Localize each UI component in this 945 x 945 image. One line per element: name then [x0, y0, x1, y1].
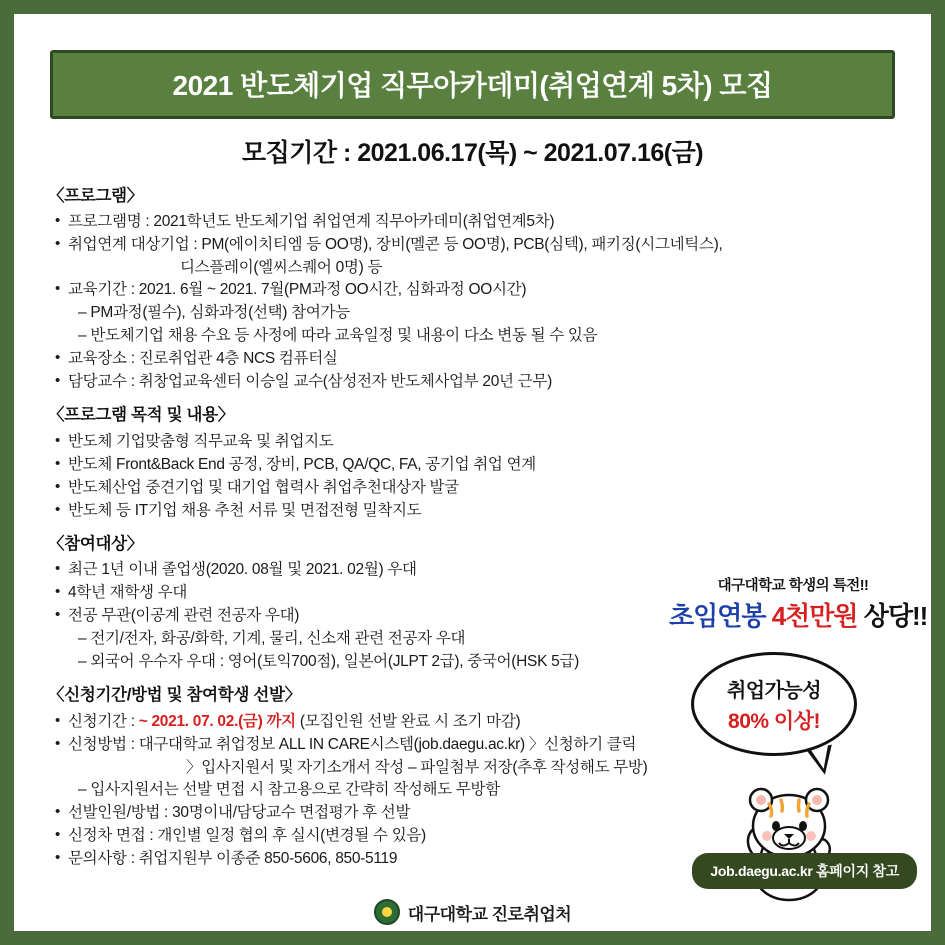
- section-list: [48, 431, 901, 522]
- list-item: • 취업연계 대상기업 : PM(에이치티엠 등 OO명), 장비(멜콘 등 OO명), PCB(심텍), 패키징(시그네틱스),: [48, 234, 901, 256]
- list-item-continuation: 디스플레이(엘씨스퀘어 0명) 등: [180, 259, 383, 277]
- section-purpose: [48, 404, 901, 521]
- list-item: • 반도체 기업맞춤형 직무교육 및 취업지도: [48, 431, 901, 453]
- university-logo-icon: [374, 899, 400, 925]
- list-item: • 프로그램명 : 2021학년도 반도체기업 취업연계 직무아카데미(취업연계5차): [48, 211, 901, 233]
- title-banner: [50, 50, 895, 119]
- section-heading: 〈참여대상〉: [48, 534, 143, 553]
- salary-callout-main: [669, 596, 928, 633]
- section-program: [48, 185, 901, 393]
- list-subitem: – 반도체기업 채용 수요 등 사정에 따라 교육일정 및 내용이 다소 변동 될 수 있음: [48, 325, 901, 347]
- list-subitem: – 전기/전자, 화공/화학, 기계, 물리, 신소재 관련 전공자 우대: [48, 628, 901, 650]
- deadline-prefix: 신청기간 :: [68, 712, 139, 730]
- list-item: • 반도체 Front&Back End 공정, 장비, PCB, QA/QC, FA, 공기업 취업 연계: [48, 454, 901, 476]
- list-item-continuation: 〉입사지원서 및 자기소개서 작성 – 파일첨부 저장(추후 작성해도 무방): [186, 758, 648, 776]
- list-item: • 반도체산업 중견기업 및 대기업 협력사 취업추천대상자 발굴: [48, 477, 901, 499]
- list-item: • 문의사항 : 취업지원부 이종준 850-5606, 850-5119: [48, 848, 901, 870]
- list-item: • 전공 무관(이공계 관련 전공자 우대): [48, 605, 901, 627]
- list-item: • 담당교수 : 취창업교육센터 이승일 교수(삼성전자 반도체사업부 20년 근무): [48, 371, 901, 393]
- footer: [14, 899, 931, 925]
- deadline-suffix: (모집인원 선발 완료 시 조기 마감): [295, 712, 521, 730]
- list-subitem: – 입사지원서는 선발 면접 시 참고용으로 간략히 작성해도 무방함: [48, 779, 901, 801]
- list-subitem: – 외국어 우수자 우대 : 영어(토익700점), 일본어(JLPT 2급), 중국어(HSK 5급): [48, 651, 901, 673]
- list-item: • 교육기간 : 2021. 6월 ~ 2021. 7월(PM과정 OO시간, 심화과정 OO시간): [48, 279, 901, 301]
- poster-inner: [14, 14, 931, 931]
- salary-suffix: 상당!!: [863, 601, 928, 631]
- list-item: • 4학년 재학생 우대: [48, 582, 901, 604]
- salary-callout: [669, 574, 928, 633]
- salary-label: 초임연봉: [669, 601, 766, 631]
- list-item: • 신청방법 : 대구대학교 취업정보 ALL IN CARE시스템(job.daegu.ac.kr) 〉신청하기 클릭: [48, 734, 901, 756]
- section-heading: 〈신청기간/방법 및 참여학생 선발〉: [48, 686, 301, 705]
- deadline-date: ~ 2021. 07. 02.(금) 까지: [138, 712, 296, 730]
- list-item: • 교육장소 : 진로취업관 4층 NCS 컴퓨터실: [48, 348, 901, 370]
- salary-amount: 4천만원: [771, 601, 858, 631]
- list-item: • 선발인원/방법 : 30명이내/담당교수 면접평가 후 선발: [48, 802, 901, 824]
- page-title: 2021 반도체기업 직무아카데미(취업연계 5차) 모집: [172, 70, 773, 101]
- section-list: [48, 211, 901, 393]
- poster-body: [36, 185, 909, 870]
- recruitment-period: 모집기간 : 2021.06.17(목) ~ 2021.07.16(금): [241, 139, 704, 167]
- homepage-banner[interactable]: Job.daegu.ac.kr 홈페이지 참고: [692, 853, 917, 889]
- bubble-line-2: 80% 이상!: [728, 709, 820, 733]
- section-heading: 〈프로그램 목적 및 내용〉: [48, 406, 235, 425]
- speech-bubble: [691, 652, 857, 756]
- list-subitem: – PM과정(필수), 심화과정(선택) 참여가능: [48, 302, 901, 324]
- salary-callout-top: 대구대학교 학생의 특전!!: [717, 578, 869, 594]
- list-item: • 신정차 면접 : 개인별 일정 협의 후 실시(변경될 수 있음): [48, 825, 901, 847]
- list-item: • 반도체 등 IT기업 채용 추천 서류 및 면접전형 밀착지도: [48, 500, 901, 522]
- footer-text: 대구대학교 진로취업처: [407, 904, 572, 924]
- bubble-line-1: 취업가능성: [726, 679, 822, 702]
- section-heading: 〈프로그램〉: [48, 187, 143, 205]
- list-item: • 최근 1년 이내 졸업생(2020. 08월 및 2021. 02월) 우대: [48, 559, 901, 581]
